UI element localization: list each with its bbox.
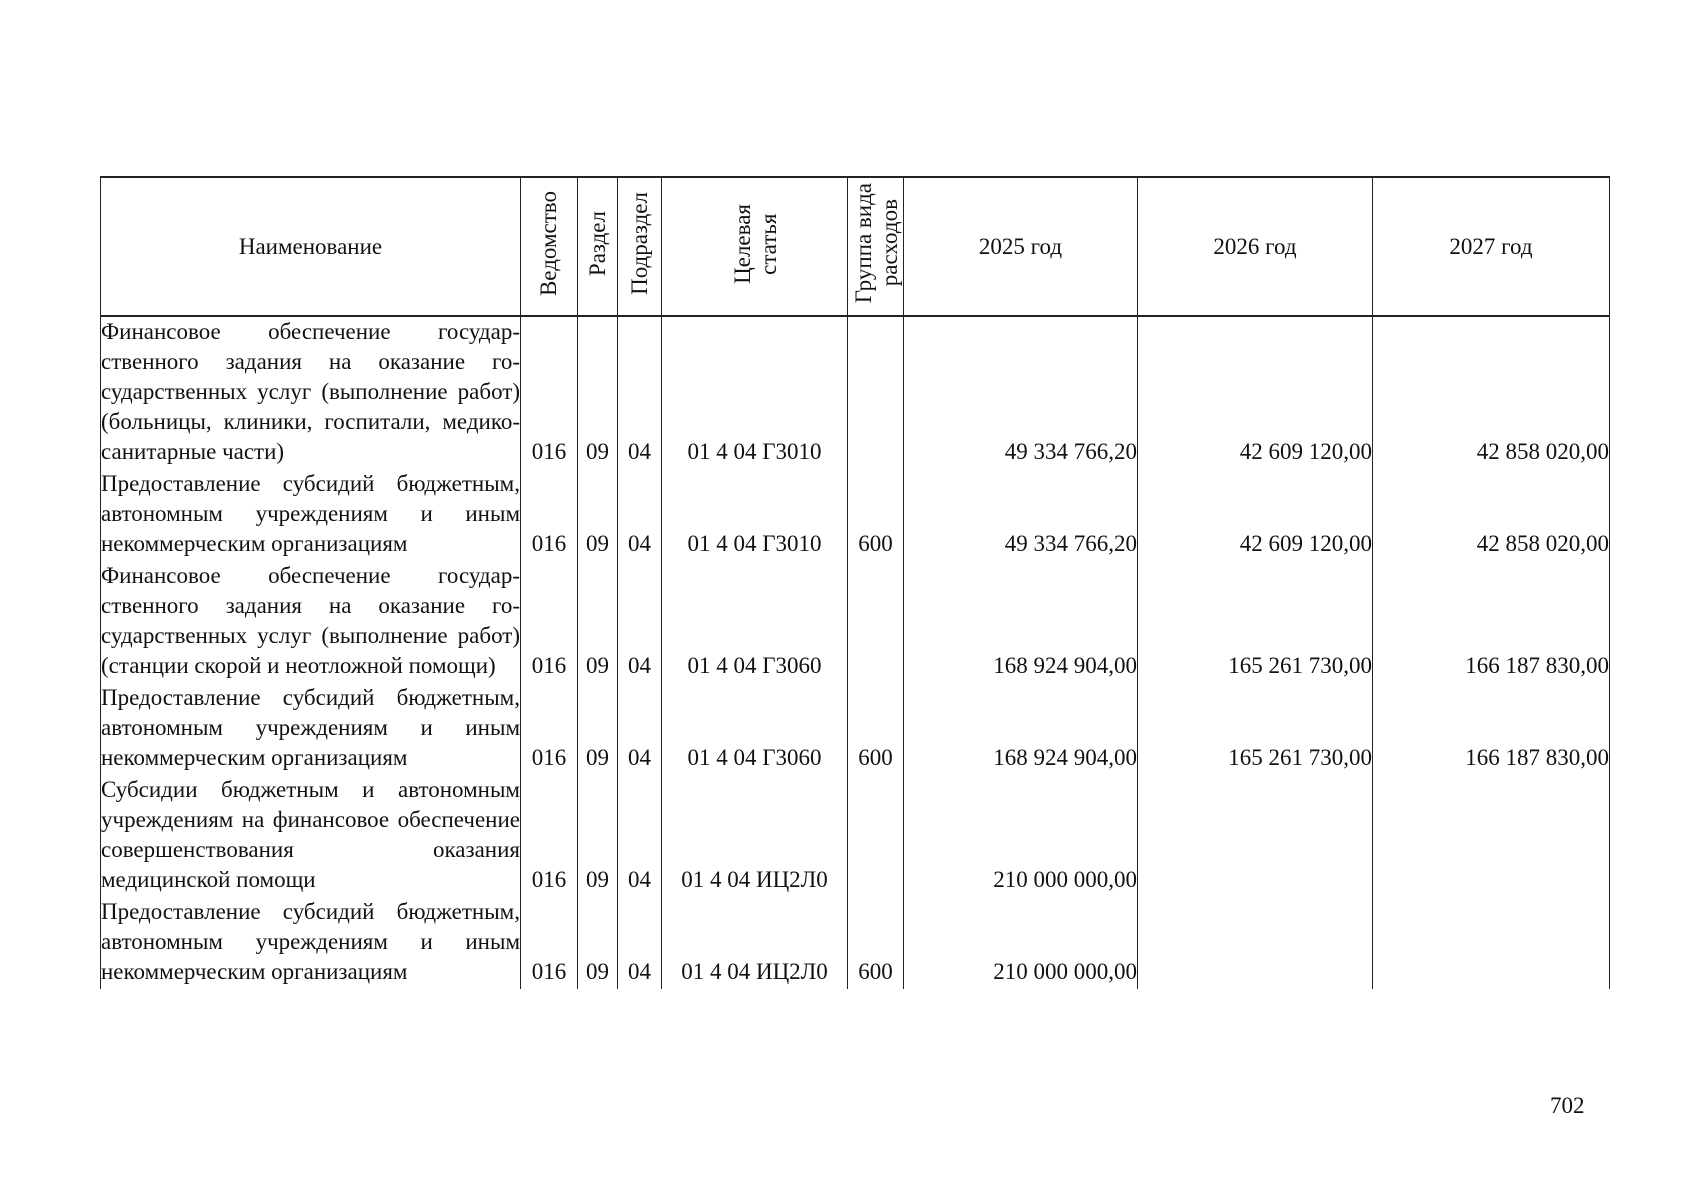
row-amount-2025: 49 334 766,20 (904, 316, 1138, 469)
row-amount-2027: 42 858 020,00 (1373, 316, 1610, 469)
header-target-article: Целевая статья (662, 177, 848, 316)
row-amount-2026 (1138, 897, 1373, 989)
row-amount-2025: 168 924 904,00 (904, 683, 1138, 775)
row-name: Предоставление субсидий бюджетным, автономным учреждениям и иным некоммерческим организациям (101, 683, 521, 775)
row-podrazdel: 04 (618, 561, 662, 683)
row-name: Предоставление субсидий бюджетным, автономным учреждениям и иным некоммерческим организациям (101, 469, 521, 561)
row-expense-group: 600 (848, 897, 904, 989)
header-expense-group: Группа вида расходов (848, 177, 904, 316)
row-target-article: 01 4 04 ИЦ2Л0 (662, 897, 848, 989)
row-podrazdel: 04 (618, 897, 662, 989)
row-name: Финансовое обеспечение государственного задания на оказание государственных услуг (выполнение работ) (станции скорой и неотложной помощи) (101, 561, 521, 683)
row-target-article: 01 4 04 ИЦ2Л0 (662, 775, 848, 897)
header-vedomstvo: Ведомство (521, 177, 578, 316)
row-amount-2027: 166 187 830,00 (1373, 683, 1610, 775)
row-vedomstvo: 016 (521, 897, 578, 989)
row-vedomstvo: 016 (521, 469, 578, 561)
row-podrazdel: 04 (618, 775, 662, 897)
table-row (101, 775, 1610, 897)
table-row (101, 469, 1610, 561)
header-podrazdel: Подраздел (618, 177, 662, 316)
table-header (101, 177, 1610, 316)
table-row (101, 561, 1610, 683)
row-razdel: 09 (578, 469, 618, 561)
row-podrazdel: 04 (618, 316, 662, 469)
row-expense-group (848, 561, 904, 683)
row-amount-2026: 165 261 730,00 (1138, 561, 1373, 683)
table-body (101, 316, 1610, 989)
row-razdel: 09 (578, 775, 618, 897)
row-target-article: 01 4 04 Г3060 (662, 561, 848, 683)
row-target-article: 01 4 04 Г3060 (662, 683, 848, 775)
row-name: Предоставление субсидий бюджетным, автономным учреждениям и иным некоммерческим организациям (101, 897, 521, 989)
page-number: 702 (1550, 1093, 1585, 1118)
row-podrazdel: 04 (618, 683, 662, 775)
row-amount-2025: 210 000 000,00 (904, 897, 1138, 989)
table-row (101, 316, 1610, 469)
row-amount-2027: 166 187 830,00 (1373, 561, 1610, 683)
header-razdel: Раздел (578, 177, 618, 316)
row-vedomstvo: 016 (521, 316, 578, 469)
row-vedomstvo: 016 (521, 775, 578, 897)
row-amount-2027 (1373, 775, 1610, 897)
row-name: Субсидии бюджетным и автономным учреждениям на финансовое обеспечение совершенствования оказания медицинской помощи (101, 775, 521, 897)
row-podrazdel: 04 (618, 469, 662, 561)
row-expense-group (848, 775, 904, 897)
row-expense-group: 600 (848, 683, 904, 775)
row-target-article: 01 4 04 Г3010 (662, 316, 848, 469)
row-target-article: 01 4 04 Г3010 (662, 469, 848, 561)
row-razdel: 09 (578, 561, 618, 683)
header-2025: 2025 год (904, 177, 1138, 316)
budget-table (100, 176, 1610, 989)
row-expense-group: 600 (848, 469, 904, 561)
header-2027: 2027 год (1373, 177, 1610, 316)
table-row (101, 683, 1610, 775)
row-name: Финансовое обеспечение государственного задания на оказание государственных услуг (выполнение работ) (больницы, клиники, госпитали, медико-санитарные части) (101, 316, 521, 469)
row-expense-group (848, 316, 904, 469)
row-vedomstvo: 016 (521, 561, 578, 683)
row-vedomstvo: 016 (521, 683, 578, 775)
row-razdel: 09 (578, 897, 618, 989)
row-razdel: 09 (578, 683, 618, 775)
row-amount-2025: 168 924 904,00 (904, 561, 1138, 683)
row-razdel: 09 (578, 316, 618, 469)
row-amount-2026: 165 261 730,00 (1138, 683, 1373, 775)
row-amount-2025: 210 000 000,00 (904, 775, 1138, 897)
header-2026: 2026 год (1138, 177, 1373, 316)
row-amount-2025: 49 334 766,20 (904, 469, 1138, 561)
row-amount-2027 (1373, 897, 1610, 989)
table-row (101, 897, 1610, 989)
row-amount-2027: 42 858 020,00 (1373, 469, 1610, 561)
row-amount-2026 (1138, 775, 1373, 897)
header-name: Наименование (101, 177, 521, 316)
row-amount-2026: 42 609 120,00 (1138, 469, 1373, 561)
row-amount-2026: 42 609 120,00 (1138, 316, 1373, 469)
